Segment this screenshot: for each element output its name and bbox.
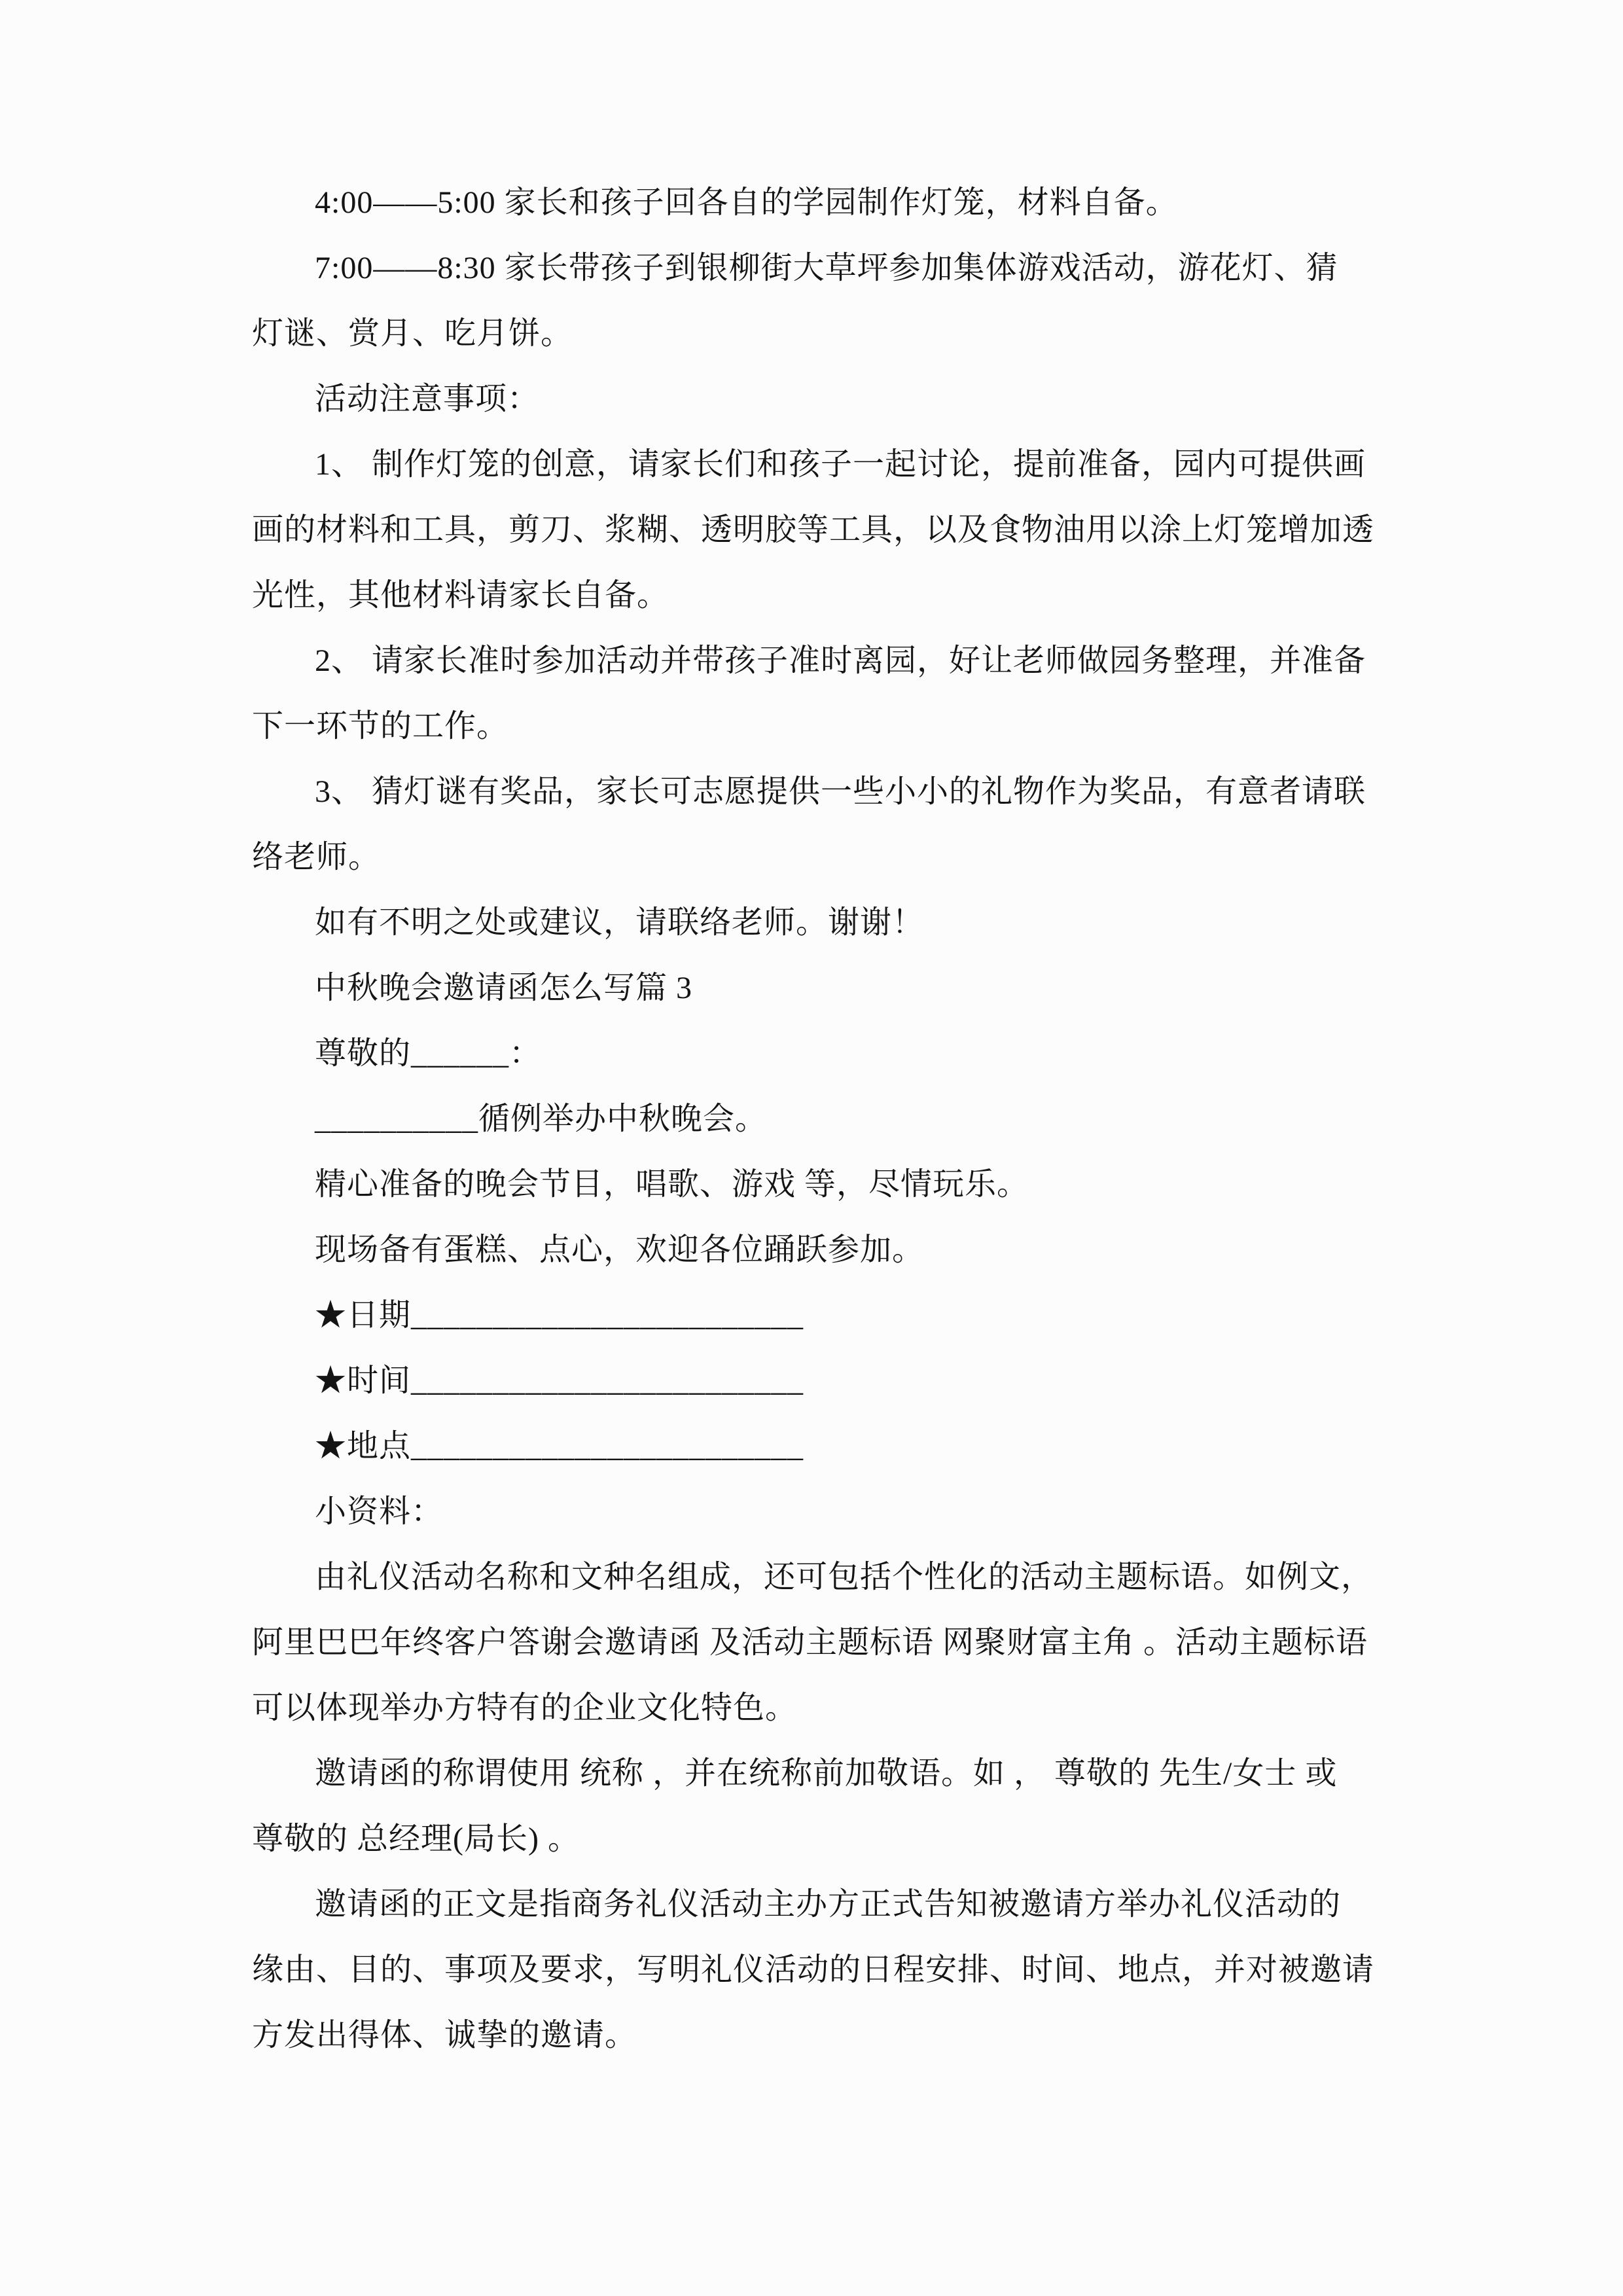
text-line: 2、 请家长准时参加活动并带孩子准时离园，好让老师做园务整理，并准备 [315, 643, 1366, 678]
text-line: ★时间________________________ [315, 1363, 804, 1398]
text-line: 小资料： [315, 1494, 444, 1529]
text-line: 7:00——8:30 家长带孩子到银柳街大草坪参加集体游戏活动，游花灯、猜 [315, 251, 1338, 285]
text-line: 如有不明之处或建议，请联络老师。谢谢！ [315, 905, 925, 940]
text-line: 中秋晚会邀请函怎么写篇 3 [315, 971, 693, 1005]
text-line: ★地点________________________ [315, 1429, 804, 1463]
text-line: 邀请函的正文是指商务礼仪活动主办方正式告知被邀请方举办礼仪活动的 [315, 1887, 1342, 1922]
text-line: 画的材料和工具，剪刀、浆糊、透明胶等工具，以及食物油用以涂上灯笼增加透 [252, 512, 1375, 547]
text-line: 下一环节的工作。 [252, 709, 509, 744]
document-text-block [252, 170, 1378, 2068]
text-line: 尊敬的 总经理(局长) 。 [252, 1821, 580, 1856]
text-line: 尊敬的______： [315, 1036, 542, 1071]
text-line: 邀请函的称谓使用 统称 ，并在统称前加敬语。如 ， 尊敬的 先生/女士 或 [315, 1756, 1338, 1791]
text-line: 缘由、目的、事项及要求，写明礼仪活动的日程安排、时间、地点，并对被邀请 [252, 1952, 1375, 1987]
text-line: 1、 制作灯笼的创意，请家长们和孩子一起讨论，提前准备，园内可提供画 [315, 447, 1366, 482]
text-line: 方发出得体、诚挚的邀请。 [252, 2018, 637, 2053]
text-line: 活动注意事项： [315, 382, 540, 416]
text-line: 由礼仪活动名称和文种名组成，还可包括个性化的活动主题标语。如例文， [315, 1560, 1374, 1594]
text-line: 络老师。 [252, 840, 381, 874]
text-line: 精心准备的晚会节目，唱歌、游戏 等，尽情玩乐。 [315, 1167, 1029, 1202]
text-line: 可以体现举办方特有的企业文化特色。 [252, 1691, 798, 1725]
text-line: 光性，其他材料请家长自备。 [252, 578, 669, 613]
text-line: ★日期________________________ [315, 1298, 804, 1333]
text-line: 4:00——5:00 家长和孩子回各自的学园制作灯笼，材料自备。 [315, 185, 1178, 220]
text-line: 灯谜、赏月、吃月饼。 [252, 316, 573, 351]
text-line: 3、 猜灯谜有奖品，家长可志愿提供一些小小的礼物作为奖品，有意者请联 [315, 774, 1366, 809]
text-line: __________循例举办中秋晚会。 [315, 1102, 768, 1136]
text-line: 现场备有蛋糕、点心，欢迎各位踊跃参加。 [315, 1232, 925, 1267]
text-line: 阿里巴巴年终客户答谢会邀请函 及活动主题标语 网聚财富主角 。活动主题标语 [252, 1625, 1368, 1660]
